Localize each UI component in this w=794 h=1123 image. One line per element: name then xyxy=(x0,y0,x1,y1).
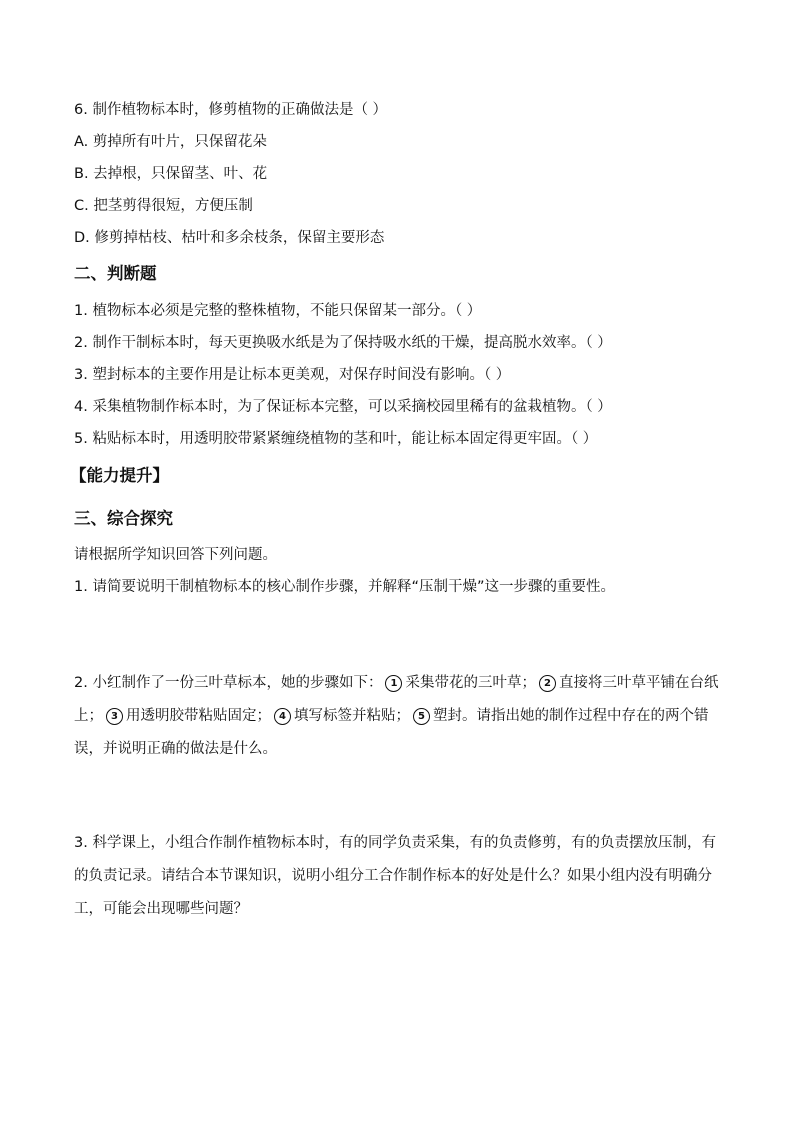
judgment-item-4: 4. 采集植物制作标本时，为了保证标本完整，可以采摘校园里稀有的盆栽植物。（ ） xyxy=(74,399,612,415)
step-number-2-icon: 2 xyxy=(539,675,556,692)
step-number-5-icon: 5 xyxy=(413,708,430,725)
question-6-option-c: C. 把茎剪得很短，方便压制 xyxy=(74,198,253,214)
judgment-item-3: 3. 塑封标本的主要作用是让标本更美观，对保存时间没有影响。（ ） xyxy=(74,367,511,383)
inquiry-question-1: 1. 请简要说明干制植物标本的核心制作步骤，并解释“压制干燥”这一步骤的重要性。 xyxy=(74,579,615,595)
judgment-item-2: 2. 制作干制标本时，每天更换吸水纸是为了保持吸水纸的干燥，提高脱水效率。（ ） xyxy=(74,335,612,351)
judgment-item-1: 1. 植物标本必须是完整的整株植物，不能只保留某一部分。（ ） xyxy=(74,303,482,319)
question-6-option-d: D. 修剪掉枯枝、枯叶和多余枝条，保留主要形态 xyxy=(74,230,385,246)
inquiry-question-2 xyxy=(74,667,724,766)
q2-step-2-text: 直接将三叶草平铺在台纸上； xyxy=(74,675,719,724)
section-2-title: 二、判断题 xyxy=(74,264,157,283)
question-6-option-a: A. 剪掉所有叶片，只保留花朵 xyxy=(74,134,267,150)
judgment-item-5: 5. 粘贴标本时，用透明胶带紧紧缠绕植物的茎和叶，能让标本固定得更牢固。（ ） xyxy=(74,431,598,447)
step-number-4-icon: 4 xyxy=(274,708,291,725)
inquiry-question-3: 3. 科学课上，小组合作制作植物标本时，有的同学负责采集，有的负责修剪，有的负责摆放压制，有的负责记录。请结合本节课知识，说明小组分工合作制作标本的好处是什么？如果小组内没有明确分工，可能会出现哪些问题？ xyxy=(74,835,716,917)
q2-intro-text: 2. 小红制作了一份三叶草标本，她的步骤如下： xyxy=(74,675,383,691)
question-6-option-b: B. 去掉根，只保留茎、叶、花 xyxy=(74,166,268,182)
question-6-stem: 6. 制作植物标本时，修剪植物的正确做法是（ ） xyxy=(74,102,388,118)
q2-step-4-text: 填写标签并粘贴； xyxy=(294,708,410,724)
step-number-3-icon: 3 xyxy=(106,708,123,725)
q2-step-5-text: 塑封。请指出她的制作过程中存在的两个错误，并说明正确的做法是什么。 xyxy=(74,708,709,757)
section-3-intro: 请根据所学知识回答下列问题。 xyxy=(74,547,277,563)
q2-step-1-text: 采集带花的三叶草； xyxy=(405,675,536,691)
q2-step-3-text: 用透明胶带粘贴固定； xyxy=(126,708,271,724)
section-3-title: 三、综合探究 xyxy=(74,509,173,528)
step-number-1-icon: 1 xyxy=(385,675,402,692)
ability-section-title: 【能力提升】 xyxy=(70,466,169,485)
